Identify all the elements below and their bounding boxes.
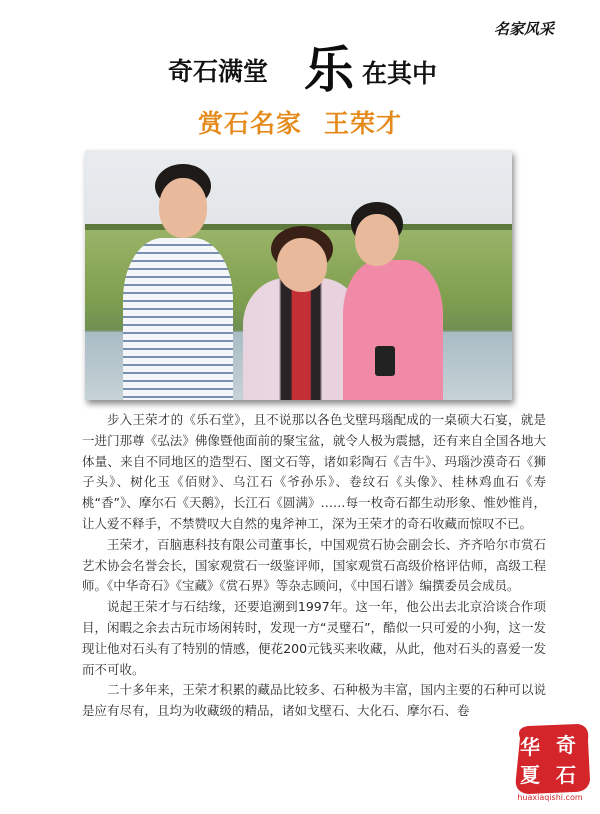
article-body xyxy=(82,410,546,722)
svg-text:夏: 夏 xyxy=(520,763,540,787)
paragraph-3: 说起王荣才与石结缘，还要追溯到1997年。这一年，他公出去北京洽谈合作项目，闲暇之余去古玩市场闲转时，发现一方“灵璧石”，酷似一只可爱的小狗，这一发现让他对石头有了特别的情感，便花200元钱买来收藏，从此，他对石头的喜爱一发而不可收。 xyxy=(82,599,546,677)
title-right: 在其中 xyxy=(362,59,438,88)
woman-center-face xyxy=(277,238,327,292)
article-subtitle xyxy=(0,104,600,140)
phone-icon xyxy=(375,346,395,376)
portrait-photo xyxy=(85,150,512,400)
man-face xyxy=(159,178,207,238)
svg-text:石: 石 xyxy=(556,763,576,787)
svg-text:华: 华 xyxy=(520,735,540,759)
woman-right-face xyxy=(355,214,399,266)
svg-text:奇: 奇 xyxy=(556,733,576,757)
man-figure xyxy=(123,238,233,400)
woman-right-figure xyxy=(343,260,443,400)
title-left: 奇石满堂 xyxy=(168,57,269,86)
subtitle-person: 王荣才 xyxy=(324,109,403,138)
paragraph-1: 步入王荣才的《乐石堂》，且不说那以各色戈壁玛瑙配成的一桌硕大石宴，就是一进门那尊《弘法》佛像暨他面前的聚宝盆，就令人极为震撼，还有来自全国各地大体量、来自不同地区的造型石、图文石等，诸如彩陶石《吉牛》、玛瑙沙漠奇石《狮子头》、树化玉《佰财》、乌江石《爷孙乐》、卷纹石《头像》、桂林鸡血石《寿桃“香”》、摩尔石《天鹅》，长江石《圆满》……每一枚奇石都生动形象、惟妙惟肖，让人爱不释手，不禁赞叹大自然的鬼斧神工，深为王荣才的奇石收藏而惊叹不已。 xyxy=(82,412,546,531)
svg-text:huaxiaqishi.com: huaxiaqishi.com xyxy=(517,793,583,802)
seal-logo-icon xyxy=(510,722,594,802)
column-tag: 名家风采 xyxy=(493,20,554,38)
title-calligraphy-char: 乐 xyxy=(304,40,354,99)
paragraph-2: 王荣才，百脑惠科技有限公司董事长，中国观赏石协会副会长、齐齐哈尔市赏石艺术协会名誉会长，国家观赏石一级鉴评师，国家观赏石高级价格评估师，高级工程师。《中华奇石》《宝藏》《赏石界》等杂志顾问，《中国石谱》编撰委员会成员。 xyxy=(82,536,546,594)
subtitle-role: 赏石名家 xyxy=(197,109,302,138)
paragraph-4: 二十多年来，王荣才积累的藏品比较多、石种极为丰富，国内主要的石种可以说是应有尽有，且均为收藏级的精品，诸如戈壁石、大化石、摩尔石、卷 xyxy=(82,682,546,719)
article-title xyxy=(0,36,600,99)
